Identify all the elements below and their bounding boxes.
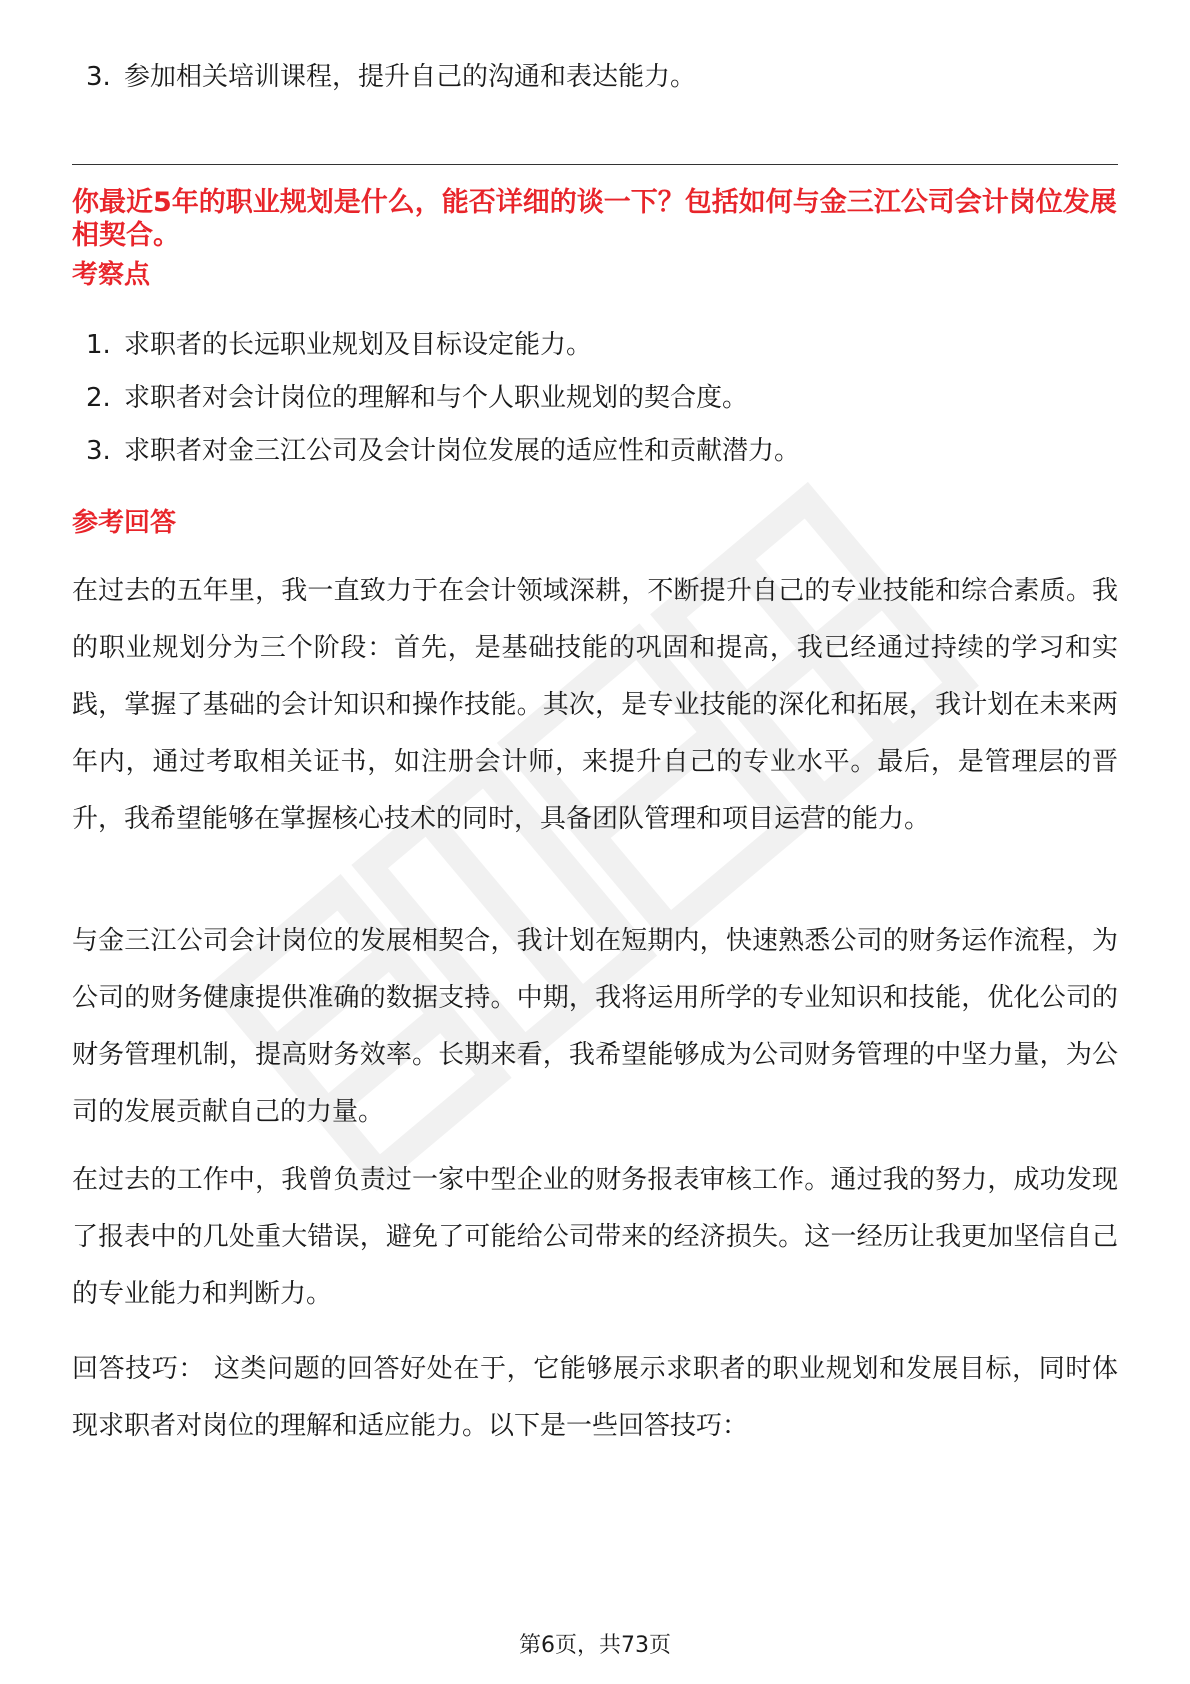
list-text: 求职者对金三江公司及会计岗位发展的适应性和贡献潜力。 <box>124 436 801 466</box>
list-text: 求职者的长远职业规划及目标设定能力。 <box>124 330 593 360</box>
answer-paragraph: 在过去的工作中，我曾负责过一家中型企业的财务报表审核工作。通过我的努力，成功发现了报表中的几处重大错误，避免了可能给公司带来的经济损失。这一经历让我更加坚信自己的专业能力和判断力。 <box>72 1165 1118 1309</box>
list-number: 1. <box>86 330 111 360</box>
answer-paragraph: 与金三江公司会计岗位的发展相契合，我计划在短期内，快速熟悉公司的财务运作流程，为公司的财务健康提供准确的数据支持。中期，我将运用所学的专业知识和技能，优化公司的财务管理机制，提高财务效率。长期来看，我希望能够成为公司财务管理的中坚力量，为公司的发展贡献自己的力量。 <box>72 926 1118 1127</box>
answer-title: 参考回答 <box>72 508 177 538</box>
list-text: 参加相关培训课程，提升自己的沟通和表达能力。 <box>124 62 697 92</box>
answer-paragraph: 回答技巧： 这类问题的回答好处在于，它能够展示求职者的职业规划和发展目标，同时体现求职者对岗位的理解和适应能力。以下是一些回答技巧： <box>72 1354 1118 1441</box>
list-number: 3. <box>86 62 111 92</box>
list-item <box>86 60 696 94</box>
list-number: 2. <box>86 383 111 413</box>
page-footer: 第6页，共73页 <box>519 1633 671 1658</box>
focus-title: 考察点 <box>72 260 151 290</box>
question-heading: 你最近5年的职业规划是什么，能否详细的谈一下？包括如何与金三江公司会计岗位发展相契合。 <box>72 187 1117 251</box>
list-item <box>86 381 748 415</box>
list-text: 求职者对会计岗位的理解和与个人职业规划的契合度。 <box>124 383 749 413</box>
list-number: 3. <box>86 436 111 466</box>
divider <box>72 164 1118 165</box>
list-item <box>86 328 592 362</box>
answer-paragraph: 在过去的五年里，我一直致力于在会计领域深耕，不断提升自己的专业技能和综合素质。我的职业规划分为三个阶段：首先，是基础技能的巩固和提高，我已经通过持续的学习和实践，掌握了基础的会计知识和操作技能。其次，是专业技能的深化和拓展，我计划在未来两年内，通过考取相关证书，如注册会计师，来提升自己的专业水平。最后，是管理层的晋升，我希望能够在掌握核心技术的同时，具备团队管理和项目运营的能力。 <box>72 576 1118 834</box>
list-item <box>86 434 800 468</box>
